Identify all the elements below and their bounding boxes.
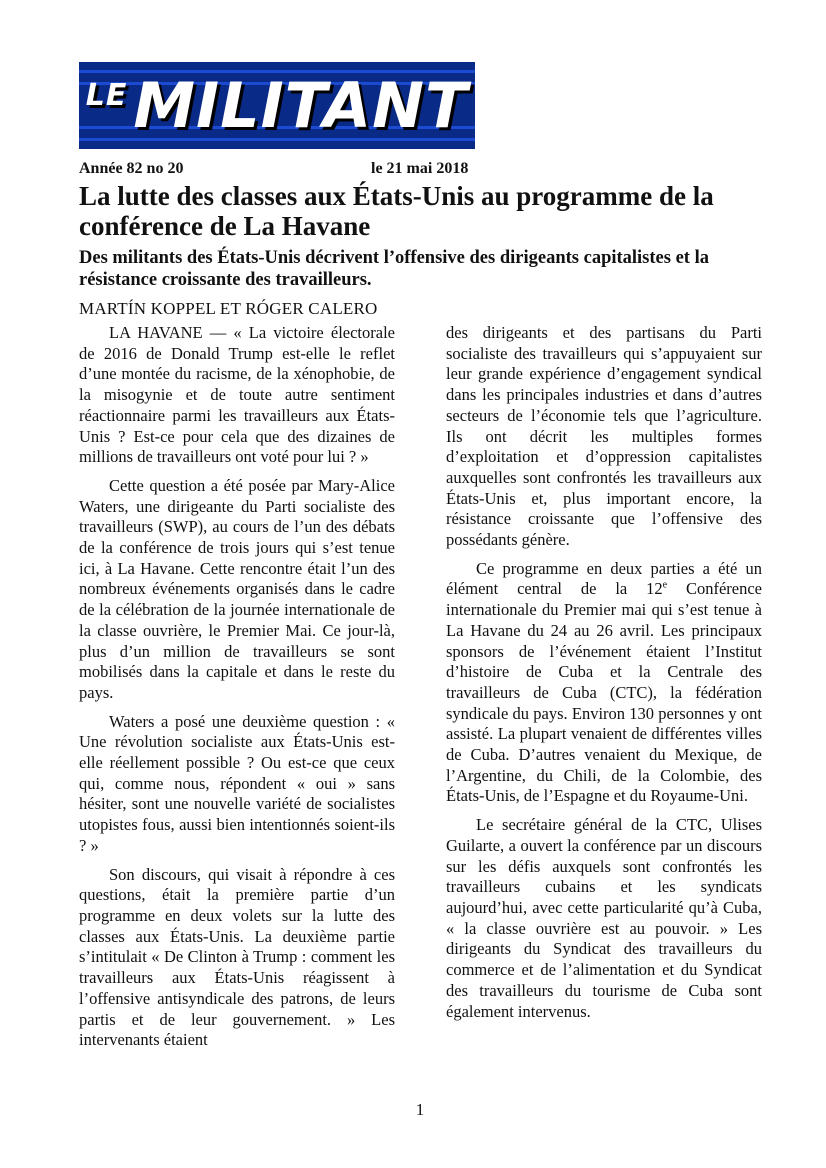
superscript: e — [662, 579, 668, 591]
masthead-le: LE — [85, 78, 128, 113]
article-subtitle: Des militants des États-Unis décrivent l’offensive des dirigeants capitalistes et la résistance croissante des travailleurs. — [79, 248, 709, 290]
page-number: 1 — [415, 1100, 425, 1119]
paragraph: LA HAVANE — « La victoire électorale de 2016 de Donald Trump est-elle le reflet d’une montée du racisme, de la xénophobie, de la misogynie et de toute autre sentiment réactionnaire parmi les travailleurs aux États-Unis ? Est-ce pour cela que des dizaines de millions de travailleurs ont voté pour lui ? » — [79, 323, 395, 467]
paragraph — [446, 559, 762, 807]
right-column — [446, 323, 762, 1022]
byline: MARTÍN KOPPEL ET RÓGER CALERO — [79, 299, 378, 318]
paragraph: Cette question a été posée par Mary-Alice Waters, une dirigeante du Parti socialiste des travailleurs (SWP), au cours de l’un des débats de la conférence de trois jours qui s’est tenue ici, à La Havane. Cette rencontre était l’un des nombreux événements organisés dans le cadre de la célébration de la journée internationale de la classe ouvrière, le Premier Mai. Ce jour-là, plus d’un million de travailleurs se sont mobilisés dans la capitale et dans le reste du pays. — [79, 475, 395, 702]
left-column — [79, 323, 395, 1051]
paragraph: Son discours, qui visait à répondre à ces questions, était la première partie d’un programme en deux volets sur la lutte des classes aux États-Unis. La deuxième partie s’intitulait « De Clinton à Trump : comment les travailleurs aux États-Unis réagissent à l’offensive antisyndicale des patrons, de leurs partis et de leur gouvernement. » Les intervenants étaient — [79, 864, 395, 1050]
text-run: Ce programme en deux parties a été un élément central de la 12 — [446, 558, 762, 599]
issue-date: le 21 mai 2018 — [371, 160, 469, 177]
article-title: La lutte des classes aux États-Unis au programme de la conférence de La Havane — [79, 181, 714, 241]
issue-number: Année 82 no 20 — [79, 160, 184, 177]
text-run: Conférence internationale du Premier mai qui s’est tenue à La Havane du 24 au 26 avril. Les principaux sponsors de l’événement étaient l’Institut d’histoire de Cuba et la Centrale des travailleurs de Cuba (CTC), la fédération syndicale du pays. Environ 130 personnes y ont assisté. La plupart venaient de différentes villes de Cuba. D’autres venaient du Mexique, de l’Argentine, du Chili, de la Colombie, des États-Unis, de l’Espagne et du Royaume-Uni. — [446, 579, 762, 806]
masthead-logo — [79, 62, 475, 149]
paragraph: Waters a posé une deuxième question : « Une révolution socialiste aux États-Unis est-elle réellement possible ? Ou est-ce que ceux qui, comme nous, répondent « oui » sans hésiter, sont une nouvelle variété de socialistes utopistes fous, aussi bien intentionnés soient-ils ? » — [79, 711, 395, 855]
paragraph: des dirigeants et des partisans du Parti socialiste des travailleurs qui s’appuyaient sur leur grande expérience d’engagement syndical dans les principales industries et dans d’autres secteurs de l’économie tels que l’agriculture. Ils ont décrit les multiples formes d’exploitation et d’oppression capitalistes auxquelles sont confrontés les travailleurs aux États-Unis et, plus important encore, la résistance croissante que l’offensive des possédants génère. — [446, 323, 762, 550]
masthead-name: MILITANT — [133, 69, 469, 142]
paragraph: Le secrétaire général de la CTC, Ulises Guilarte, a ouvert la conférence par un discours sur les défis auxquels sont confrontés les travailleurs cubains et les syndicats aujourd’hui, avec cette particularité qu’à Cuba, « la classe ouvrière est au pouvoir. » Les dirigeants du Syndicat des travailleurs du commerce et de l’alimentation et du Syndicat des travailleurs du tourisme de Cuba sont également intervenus. — [446, 815, 762, 1021]
